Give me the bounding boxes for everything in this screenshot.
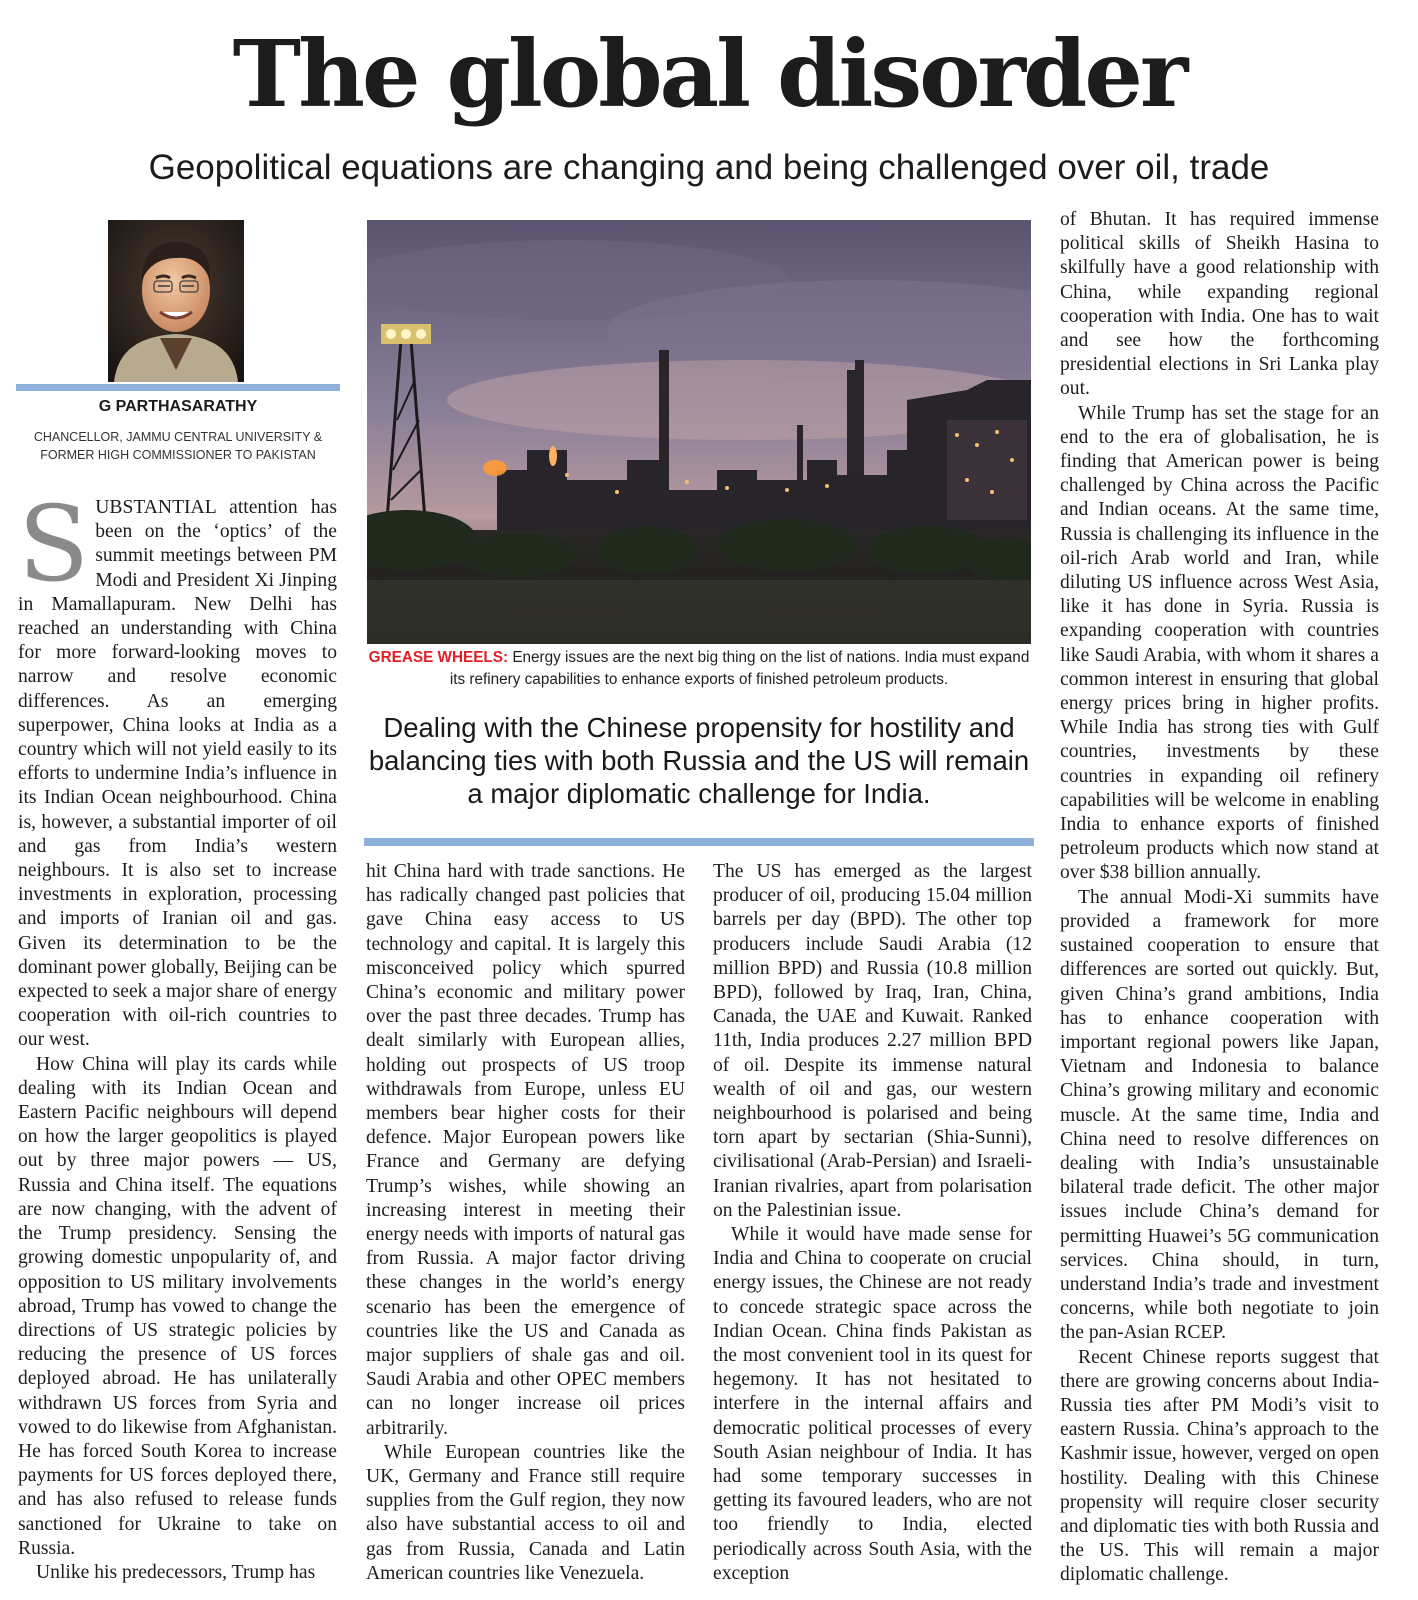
article-paragraph: hit China hard with trade sanctions. He has radically changed past policies that gave China easy access to US technology and capital. It is largely this misconceived policy which spurred China’s economic and military power over the past three decades. Trump has dealt similarly with European allies, holding out prospects of US troop withdrawals from Europe, unless EU members bear higher costs for their defence. Major European powers like France and Germany are defying Trump’s wishes, while showing an increasing interest in meeting their energy needs with imports of natural gas from Russia. A major factor driving these changes in the world’s energy scenario has been the emergence of countries like the US and Canada as major suppliers of shale gas and oil. Saudi Arabia and other OPEC members can no longer increase oil prices arbitrarily.: [366, 861, 685, 1439]
article-column-4: [1060, 208, 1379, 1596]
article-column-2: [366, 860, 685, 1596]
author-name: G PARTHASARATHY: [98, 398, 258, 415]
author-title-line1: CHANCELLOR, JAMMU CENTRAL UNIVERSITY &: [33, 430, 323, 444]
author-accent-bar: [16, 384, 340, 391]
photo-caption: [364, 647, 1034, 691]
article-paragraph: While Trump has set the stage for an end to the era of globalisation, he is finding that American power is being challenged by China across the Pacific and Indian oceans. At the same time, Russia is challenging its influence in the oil-rich Arab world and Iran, while diluting US influence across West Asia, like it has done in Syria. Russia is expanding cooperation with countries like Saudi Arabia, with whom it shares a common interest in ensuring that global energy prices bring in higher profits. While India has strong ties with Gulf countries, investments by these countries in expanding oil refinery capabilities will be welcome in enabling India to enhance exports of finished petroleum products which now stand at over $38 billion annually.: [1060, 402, 1379, 884]
deck-subheadline: Geopolitical equations are changing and being challenged over oil, trade: [148, 148, 1270, 187]
article-paragraph: Recent Chinese reports suggest that there are growing concerns about India-Russia ties after PM Modi’s visit to eastern Russia. China’s approach to the Kashmir issue, however, verged on open hostility. Dealing with this Chinese propensity will require closer security and diplomatic ties with both Russia and the US. This will remain a major diplomatic challenge.: [1060, 1346, 1379, 1586]
headline: The global disorder: [232, 20, 1186, 128]
dropcap: S: [18, 496, 90, 605]
pull-quote: Dealing with the Chinese propensity for hostility and balancing ties with both Russia and the US will remain a major diplomatic challenge for India.: [368, 712, 1030, 809]
article-paragraph: [18, 496, 337, 1053]
article-paragraph: The annual Modi-Xi summits have provided a framework for more sustained cooperation to ensure that differences are sorted out quickly. But, given China’s grand ambitions, India has to enhance cooperation with important regional powers like Japan, Vietnam and Indonesia to balance China’s growing military and economic muscle. At the same time, India and China need to resolve differences on dealing with India’s unsustainable bilateral trade deficit. The other major issues include China’s demand for permitting Huawei’s 5G communication services. China should, in turn, understand India’s trade and investment concerns, while both negotiate to join the pan-Asian RCEP.: [1060, 886, 1379, 1344]
pull-quote-accent-bar: [364, 838, 1034, 846]
article-paragraph: The US has emerged as the largest producer of oil, producing 15.04 million barrels per day (BPD). The other top producers include Saudi Arabia (12 million BPD) and Russia (10.8 million BPD), followed by Iraq, Iran, China, Canada, the UAE and Kuwait. Ranked 11th, India produces 2.27 million BPD of oil. Despite its immense natural wealth of oil and gas, our western neighbourhood is polarised and being torn apart by sectarian (Shia-Sunni), civilisational (Arab-Persian) and Israeli-Iranian rivalries, apart from polarisation on the Palestinian issue.: [713, 861, 1032, 1221]
author-credentials: [16, 428, 340, 464]
article-paragraph: How China will play its cards while dealing with its Indian Ocean and Eastern Pacific neighbours will depend on how the larger geopolitics is played out by three major powers — US, Russia and China itself. The equations are now changing, with the advent of the Trump presidency. Sensing the growing domestic unpopularity of, and opposition to US military involvements abroad, Trump has vowed to change the directions of US strategic policies by reducing the presence of US forces deployed abroad. He has unilaterally withdrawn US forces from Syria and vowed to do likewise from Afghanistan. He has forced South Korea to increase payments for US forces deployed there, and has also refused to release funds sanctioned for Ukraine to take on Russia.: [18, 1053, 337, 1559]
article-paragraph: of Bhutan. It has required immense political skills of Sheikh Hasina to skilfully have a good relationship with China, while expanding regional cooperation with India. One has to wait and see how the forthcoming presidential elections in Sri Lanka play out.: [1060, 209, 1379, 400]
caption-label: GREASE WHEELS:: [368, 649, 509, 666]
caption-text: Energy issues are the next big thing on the list of nations. India must expand its refinery capabilities to enhance exports of finished petroleum products.: [449, 649, 1030, 688]
article-paragraph: Unlike his predecessors, Trump has: [36, 1561, 316, 1583]
refinery-photo: [367, 220, 1031, 644]
author-portrait-image: [108, 220, 244, 382]
article-paragraph: While it would have made sense for India and China to cooperate on crucial energy issues, the Chinese are not ready to concede strategic space across the Indian Ocean. China finds Pakistan as the most convenient tool in its quest for hegemony. It has not hesitated to interfere in the internal affairs and democratic political processes of every South Asian neighbour of India. It has had some temporary successes in getting its favoured leaders, who are not too friendly to India, elected periodically across South Asia, with the exception: [713, 1224, 1032, 1584]
article-paragraph: While European countries like the UK, Germany and France still require supplies from the Gulf region, they now also have substantial access to oil and gas from Russia, Canada and Latin American countries like Venezuela.: [366, 1441, 685, 1584]
article-column-3: [713, 860, 1032, 1596]
article-column-1: [18, 496, 337, 1596]
author-title-line2: FORMER HIGH COMMISSIONER TO PAKISTAN: [40, 448, 316, 462]
article-paragraph-text: UBSTANTIAL attention has been on the ‘optics’ of the summit meetings between PM Modi and President Xi Jinping in Mamallapuram. New Delhi has reached an understanding with China for more forward-looking moves to narrow and resolve economic differences. As an emerging superpower, China looks at India as a country which will not yield easily to its efforts to undermine India’s influence in its Indian Ocean neighbourhood. China is, however, a substantial importer of oil and gas from India’s western neighbours. It is also set to increase investments in exploration, processing and imports of Iranian oil and gas. Given its determination to be the dominant power globally, Beijing can be expected to seek a major share of energy cooperation with oil-rich countries to our west.: [18, 497, 337, 1051]
